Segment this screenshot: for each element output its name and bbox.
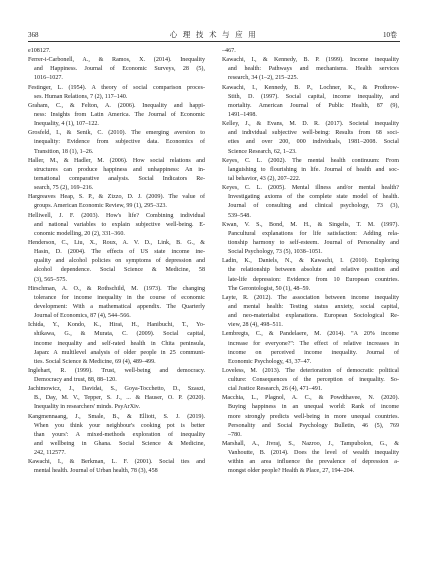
reference-line: –780. <box>228 431 242 438</box>
reference-line: the relationship between absolute and relative position and <box>228 267 399 274</box>
reference-line: late-life depression: Evidence from 10 European countries. <box>228 276 399 283</box>
reference-entry <box>28 239 205 285</box>
page-number: 368 <box>28 31 39 39</box>
reference-line: When you think your neighbour's cooking pot is better <box>34 422 205 429</box>
reference-line: mortality. American Journal of Public Health, 87 (9), <box>228 102 399 109</box>
reference-entry <box>222 47 399 56</box>
volume-label: 10卷 <box>383 31 397 39</box>
reference-line: development: With a mathematical appendix. The Quarterly <box>34 303 205 310</box>
reference-line: and national variables to explain subjective well-being. E- <box>34 221 205 228</box>
reference-line: Japan: A multilevel analysis of older people in 25 communi- <box>34 349 205 356</box>
reference-line: within an area influence the prevalence of depression a- <box>228 459 399 466</box>
reference-entry <box>222 56 399 83</box>
reference-entry <box>222 184 399 221</box>
reference-entry <box>28 285 205 322</box>
reference-line: ness: Insights from Latin America. The Journal of Economic <box>34 111 205 118</box>
reference-line: Kelley, J., & Evans, M. D. R. (2017). Societal inequality <box>222 121 399 128</box>
journal-title: 心 理 技 术 与 应 用 <box>169 30 258 39</box>
reference-line: –467. <box>222 48 236 54</box>
reference-line: research, 34 (1–2), 215–225. <box>228 75 299 82</box>
reference-line: 1016–1027. <box>34 75 63 82</box>
reference-line: tolerance for income inequality in the course of economic <box>34 294 205 301</box>
reference-line: Journal of Economics, 87 (4), 544–566. <box>34 313 131 320</box>
header-rule <box>28 41 400 42</box>
reference-line: Transition, 18 (1), 1–26. <box>34 148 94 155</box>
reference-entry <box>28 367 205 385</box>
reference-line: 539–548. <box>228 212 251 219</box>
reference-line: Kangmennaang, J., Smale, B., & Elliott, S. J. (2019). <box>28 413 205 420</box>
reference-line: tionship harmony to self-esteem. Journal of Personality and <box>228 239 399 246</box>
reference-entry <box>28 212 205 239</box>
reference-entry <box>28 157 205 194</box>
reference-entry <box>28 129 205 156</box>
reference-line: groups. American Economic Review, 99 (1), 295–323. <box>34 203 167 210</box>
reference-line: alcohol dependence. Social Science & Medicine, 58 <box>34 267 205 274</box>
reference-entry <box>222 84 399 121</box>
reference-line: Inequality, 4 (1), 107–122. <box>34 121 99 128</box>
reference-line: ties. Social Science & Medicine, 69 (4), 489–499. <box>34 358 156 365</box>
reference-line: cial Justice Research, 26 (4), 471–491. <box>228 386 323 393</box>
reference-line: and Happiness. Journal of Economic Surveys, 28 (5), <box>34 66 205 73</box>
reference-line: Journal of consulting and clinical psychology, 73 (3), <box>228 203 399 210</box>
reference-entry <box>222 221 399 258</box>
reference-line: Science Research, 62, 1–23. <box>228 148 297 155</box>
reference-line: Hargreaves Heap, S. P., & Zizzo, D. J. (2009). The value of <box>28 194 205 201</box>
reference-line: and wellbeing in Ghana. Social Science & Medicine, <box>34 441 205 448</box>
reference-line: Personality and Social Psychology Bulletin, 46 (5), 769 <box>228 422 399 429</box>
reference-line: Grosfeld, I., & Senik, C. (2010). The emerging aversion to <box>28 130 205 137</box>
reference-entry <box>222 330 399 367</box>
reference-line: Loveless, M. (2013). The deterioration of democratic political <box>222 367 399 374</box>
reference-entry <box>222 120 399 157</box>
reference-line: Kawachi, I., Kennedy, B. P., Lochner, K., & Prothrow- <box>222 84 399 91</box>
reference-line: Economic Psychology, 43, 37–47. <box>228 358 312 365</box>
reference-line: Hirschman, A. O., & Rothschild, M. (1973). The changing <box>28 285 205 292</box>
reference-line: Graham, C., & Felton, A. (2006). Inequality and happi- <box>28 102 205 109</box>
reference-line: ternational comparative analysis. Social Indicators Re- <box>34 175 205 182</box>
reference-entry <box>28 102 205 129</box>
reference-entry <box>28 56 205 83</box>
reference-line: Haller, M., & Hadler, M. (2006). How social relations and <box>28 157 205 164</box>
reference-line: The Gerontologist, 50 (1), 48–59. <box>228 285 311 292</box>
reference-line: Ferrer-i-Carbonell, A., & Ramos, X. (2014). Inequality <box>28 57 205 64</box>
reference-line: Inequality in researchers' minds. PsyArXiv. <box>34 404 140 411</box>
reference-line: Henderson, C., Liu, X., Roux, A. V. D., Link, B. G., & <box>28 239 205 246</box>
reference-line: shikawa, G., & Murata, C. (2009). Social capital, <box>34 331 205 338</box>
reference-line: ses. Human Relations, 7 (2), 117–140. <box>34 93 128 100</box>
reference-line: Macchia, L., Plagnol, A. C., & Powdthavee, N. (2020). <box>222 395 399 402</box>
reference-entry <box>222 440 399 477</box>
reference-line: and health: Pathways and mechanisms. Health services <box>228 66 399 73</box>
reference-line: Marshall, A., Jivraj, S., Nazroo, J., Tampubolon, G., & <box>222 441 399 448</box>
reference-entry <box>28 413 205 459</box>
reference-line: mongst older people? Health & Place, 27, 194–204. <box>228 468 355 475</box>
reference-line: languishing to flourishing in life. Journal of health and soc- <box>228 166 399 173</box>
reference-line: e108127. <box>28 48 51 54</box>
reference-entry <box>222 294 399 331</box>
reference-line: 1491–1498. <box>228 111 257 118</box>
reference-line: and individual subjective well-being: Results from 68 soci- <box>228 130 399 137</box>
reference-entry <box>28 385 205 412</box>
reference-line: Stith, D. (1997). Social capital, income inequality, and <box>228 93 399 100</box>
reference-line: B., Day, M. V., Tepper, S. J., ... & Hauser, O. P. (2020). <box>34 395 205 402</box>
reference-line: search, 75 (2), 169–216. <box>34 185 94 192</box>
reference-line: Vanhoutte, B. (2014). Does the level of wealth inequality <box>228 450 399 457</box>
reference-line: Kwan, V. S., Bond, M. H., & Singelis, T. M. (1997). <box>222 221 399 228</box>
reference-entry <box>222 394 399 440</box>
reference-entry <box>28 193 205 211</box>
reference-line: structures can produce happiness and unhappiness: An in- <box>34 166 205 173</box>
reference-line: Helliwell, J. F. (2003). How's life? Combining individual <box>28 212 205 219</box>
reference-line: culture: Consequences of the perception of inequality. So- <box>228 377 399 384</box>
reference-line: Pancultural explanations for life satisfaction: Adding rela- <box>228 230 399 237</box>
reference-entry <box>28 321 205 367</box>
reference-line: ial behavior, 43 (2), 207–222. <box>228 175 301 182</box>
reference-entry <box>28 47 205 56</box>
reference-line: 242, 112577. <box>34 450 66 457</box>
reference-line: conomic modelling, 20 (2), 331–360. <box>34 230 125 237</box>
reference-line: income inequality and self-rated health in Chita peninsula, <box>34 340 205 347</box>
reference-line: Layte, R. (2012). The association between income inequality <box>222 294 399 301</box>
reference-entry <box>222 367 399 394</box>
reference-entry <box>222 257 399 294</box>
reference-line: eties and over 200, 000 individuals, 1981–2008. Social <box>228 139 399 146</box>
reference-line: Hasin, D. (2004). The effects of US state income ine- <box>34 249 205 256</box>
reference-entry <box>222 157 399 184</box>
reference-line: mental health. Journal of Urban health, 78 (3), 458 <box>34 468 158 475</box>
reference-line: Festinger, L. (1954). A theory of social comparison proces- <box>28 84 205 91</box>
reference-line: Inglehart, R. (1999). Trust, well-being and democracy. <box>28 367 205 374</box>
reference-line: Kawachi, I., & Kennedy, B. P. (1999). Income inequality <box>222 57 399 64</box>
reference-line: Jachimowicz, J., Davidai, S., Goya-Tocchetto, D., Szaszi, <box>28 386 205 393</box>
reference-line: increase for everyone?": The effect of relative increases in <box>228 340 399 347</box>
reference-line: than yours': A mixed-methods exploration of inequality <box>34 431 205 438</box>
references-right-column <box>222 47 399 477</box>
reference-line: Investigating axioms of the complete state model of health. <box>228 194 399 201</box>
reference-line: (3), 565–575. <box>34 276 68 283</box>
reference-line: Lembregts, C., & Pandelaere, M. (2014). "A 20% income <box>222 331 399 338</box>
reference-line: Ladin, K., Daniels, N., & Kawachi, I. (2010). Exploring <box>222 258 399 265</box>
reference-line: Keyes, C. L. (2005). Mental illness and/or mental health? <box>222 185 399 192</box>
reference-line: and mental health: Testing status anxiety, social capital, <box>228 303 399 310</box>
reference-line: and neo-materialist explanations. European Sociological Re- <box>228 313 399 320</box>
reference-entry <box>28 84 205 102</box>
reference-line: Democracy and trust, 88, 88–120. <box>34 377 117 384</box>
reference-line: Ichida, Y., Kondo, K., Hirai, H., Hanibuchi, T., Yo- <box>28 322 205 329</box>
reference-line: quality and alcohol policies on symptoms of depression and <box>34 258 205 265</box>
reference-line: view, 28 (4), 498–511. <box>228 322 283 329</box>
reference-line: more strongly predicts well-being in more unequal countries. <box>228 413 399 420</box>
reference-entry <box>28 458 205 476</box>
reference-line: Social Psychology, 73 (5), 1038–1051. <box>228 249 323 256</box>
reference-line: Buying happiness in an unequal world: Rank of income <box>228 404 399 411</box>
reference-line: inequality: Evidence from subjective data. Economics of <box>34 139 205 146</box>
references-left-column <box>28 47 205 477</box>
reference-line: Keyes, C. L. (2002). The mental health continuum: From <box>222 157 399 164</box>
reference-line: Kawachi, I., & Berkman, L. F. (2001). Social ties and <box>28 459 205 466</box>
reference-line: income on perceived income inequality. Journal of <box>228 349 399 356</box>
